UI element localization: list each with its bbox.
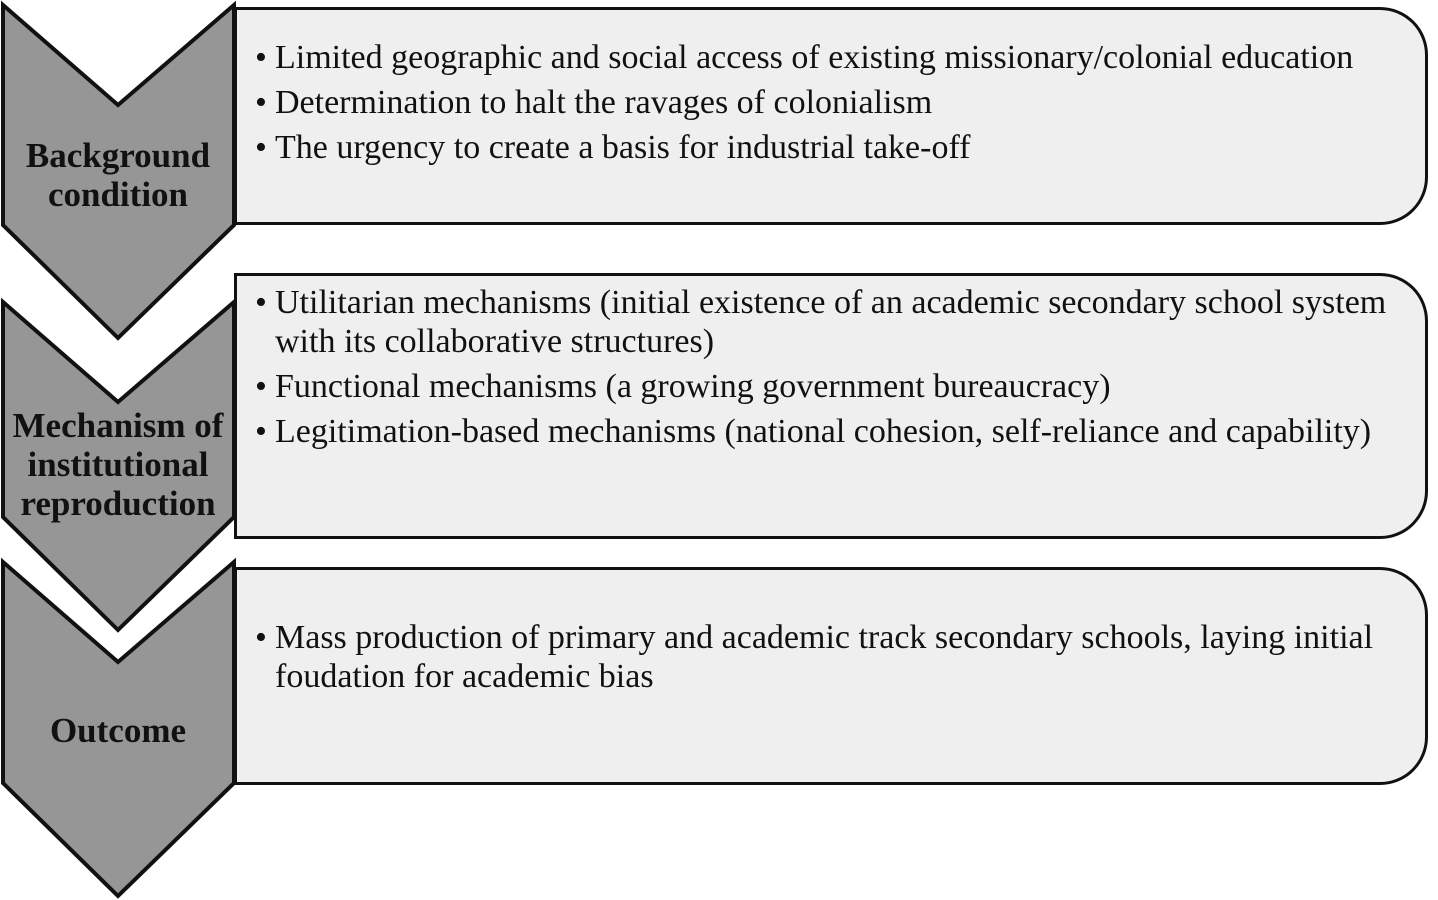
bullet-icon: • [255, 413, 267, 450]
bullet-icon: • [255, 84, 267, 121]
bullet-list [237, 38, 1405, 167]
list-item: • Limited geographic and social access of existing missionary/colonial education [255, 39, 1354, 76]
list-item: • Utilitarian mechanisms (initial existence of an academic secondary school system with its collaborative structures) [255, 284, 1387, 360]
stage-panel-background [234, 7, 1428, 225]
stage-label-background: Background condition [25, 136, 211, 214]
stage-panel-mechanism [234, 273, 1428, 539]
bullet-icon: • [255, 368, 267, 405]
bullet-icon: • [255, 129, 267, 166]
list-item: • Legitimation-based mechanisms (national cohesion, self-reliance and capability) [255, 413, 1372, 450]
stage-panel-outcome [234, 567, 1428, 785]
list-item: • Determination to halt the ravages of colonialism [255, 84, 933, 121]
list-item: • Functional mechanisms (a growing government bureaucracy) [255, 368, 1111, 405]
bullet-icon: • [255, 284, 267, 321]
list-item: • Mass production of primary and academic track secondary schools, laying initial foudation for academic bias [255, 619, 1374, 695]
stage-label-outcome: Outcome [49, 711, 187, 750]
bullet-list [237, 283, 1405, 451]
list-item: • The urgency to create a basis for industrial take-off [255, 129, 971, 166]
bullet-icon: • [255, 619, 267, 656]
bullet-icon: • [255, 39, 267, 76]
bullet-list [237, 618, 1405, 696]
stage-label-mechanism: Mechanism of institutional reproduction [12, 406, 224, 523]
